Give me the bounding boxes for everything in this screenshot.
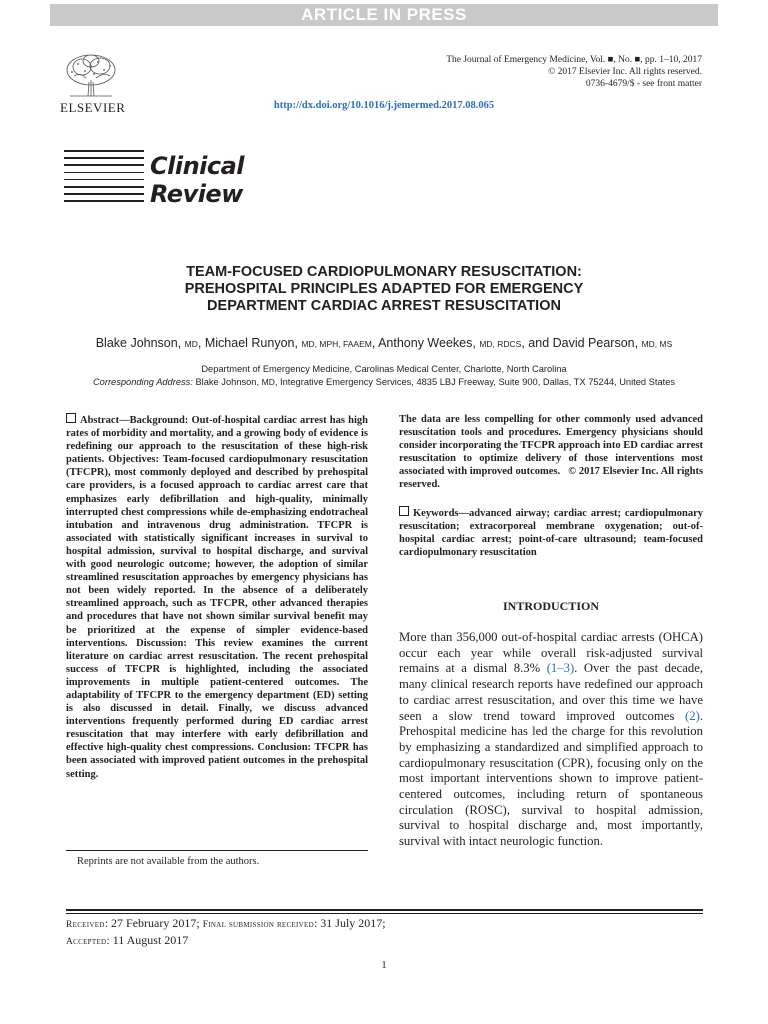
article-title <box>0 264 768 315</box>
checkbox-icon <box>66 413 76 423</box>
title-line: TEAM-FOCUSED CARDIOPULMONARY RESUSCITATION: <box>186 264 582 280</box>
section-mark <box>64 150 144 208</box>
author-name: , Anthony Weekes, <box>371 336 476 350</box>
journal-citation: The Journal of Emergency Medicine, Vol. ■, No. ■, pp. 1–10, 2017 <box>446 55 702 65</box>
doi-link[interactable]: http://dx.doi.org/10.1016/j.jemermed.2017.08.065 <box>273 100 495 111</box>
author-degree: MD, MPH, FAAEM <box>301 339 372 349</box>
keywords <box>399 506 703 559</box>
section-heading: INTRODUCTION <box>502 599 599 613</box>
page-number: 1 <box>381 959 387 971</box>
keywords-text: Keywords—advanced airway; cardiac arrest; cardiopulmonary resuscitation; extracorporeal membrane oxygenation; out-of-hospital cardiac arrest; point-of-care ultrasound; team-focused cardiopulmonary resuscitation <box>399 507 703 558</box>
author-name: Blake Johnson, <box>95 336 182 350</box>
author-degree: MD, RDCS <box>479 339 522 349</box>
journal-copyright: © 2017 Elsevier Inc. All rights reserved. <box>548 67 702 77</box>
abstract-text: The data are less compelling for other commonly used advanced resuscitation tools and procedures. Emergency physicians should consider incorporating the TFCPR approach into ED cardiac arrest resuscitation to optimize delivery of those interventions most associated with improved outcomes. <box>399 414 703 478</box>
citation-link[interactable]: (1–3) <box>546 661 575 676</box>
footnote-rule <box>66 850 368 851</box>
author-name: , and David Pearson, <box>521 336 639 350</box>
footnote: Reprints are not available from the authors. <box>77 856 260 867</box>
corresponding-label: Corresponding Address: <box>92 377 193 387</box>
affiliation <box>0 363 768 389</box>
abstract-left <box>66 413 368 781</box>
journal-issn: 0736-4679/$ - see front matter <box>585 79 702 89</box>
section-label-line2: Review <box>150 180 243 208</box>
publisher-name: ELSEVIER <box>60 100 126 115</box>
section-lines <box>64 150 144 202</box>
author-degree: MD <box>184 339 198 349</box>
department: Department of Emergency Medicine, Carolinas Medical Center, Charlotte, North Carolina <box>201 364 567 374</box>
divider <box>66 913 703 914</box>
introduction-text: More than 356,000 out-of-hospital cardiac arrests (OHCA) occur each year while overall risk-adjusted survival remains at a dismal 8.3% (1–3). Over the past decade, many clinical research reports have redefined our approach to cardiac arrest resuscitation, and over this time we have seen a slow trend toward improved outcomes (2). Prehospital medicine has led the charge for this revolution by emphasizing a standardized and simplified approach to cardiopulmonary resuscitation (CPR), focusing only on the most important interventions shown to improve patient-centered outcomes, including return of spontaneous circulation (ROSC), survival to hospital admission, survival to hospital discharge and, most importantly, survival with intact neurologic function. <box>399 630 704 849</box>
abstract-right <box>399 413 703 559</box>
abstract-text: Abstract—Background: Out-of-hospital cardiac arrest has high rates of morbidity and mortality, and a growing body of evidence is redefining our approach to the resuscitation of these high-risk patients. Objectives: Team-focused cardiopulmonary resuscitation (TFCPR), most commonly deployed and described by prehospital care providers, is a focused approach to cardiac arrest care that emphasizes early defibrillation and high-quality, minimally interrupted chest compressions while de-emphasizing endotracheal intubation and intravenous drug administration. TFCPR is associated with statistically significant increases in survival to hospital admission, survival to hospital discharge, and survival with good neurologic outcome; however, the adoption of similar streamlined resuscitation approaches by emergency physicians has not been widely reported. In the absence of a deliberately streamlined approach, such as TFCPR, other advanced therapies and procedures that have not shown similar survival benefit may be prioritized at the expense of simpler evidence-based interventions. Discussion: This review examines the current literature on cardiac arrest resuscitation. The recent prehospital success of TFCPR is highlighted, including the associated improvements in multiple patient-centered outcomes. The adaptability of TFCPR to the emergency department (ED) setting is also discussed in detail. Finally, we discuss advanced interventions frequently performed during ED cardiac arrest resuscitation that may interfere with early defibrillation and effective high-quality chest compressions. Conclusion: TFCPR has been associated with improved patient outcomes in the prehospital setting. <box>66 415 368 780</box>
journal-info <box>446 54 702 90</box>
title-line: DEPARTMENT CARDIAC ARREST RESUSCITATION <box>207 298 561 314</box>
author-name: , Michael Runyon, <box>197 336 298 350</box>
corresponding-address: Corresponding Address: Blake Johnson, MD, Integrative Emergency Services, 4835 LBJ Freeway, Suite 900, Dallas, TX 75244, United States <box>92 377 676 387</box>
article-dates: Received: 27 February 2017; Final submission received: 31 July 2017; Accepted: 11 August 2017 <box>66 916 386 947</box>
abstract-copyright: © 2017 Elsevier Inc. All rights reserved. <box>399 466 704 491</box>
section-label-line1: Clinical <box>150 152 245 180</box>
article-in-press-banner: ARTICLE IN PRESS <box>50 4 718 26</box>
author-list <box>0 336 768 350</box>
author-degree: MD, MS <box>641 339 673 349</box>
divider <box>66 909 703 911</box>
citation-link[interactable]: (2) <box>685 708 700 723</box>
title-line: PREHOSPITAL PRINCIPLES ADAPTED FOR EMERGENCY <box>184 281 584 297</box>
tree-icon <box>60 52 122 98</box>
checkbox-icon <box>399 506 409 516</box>
